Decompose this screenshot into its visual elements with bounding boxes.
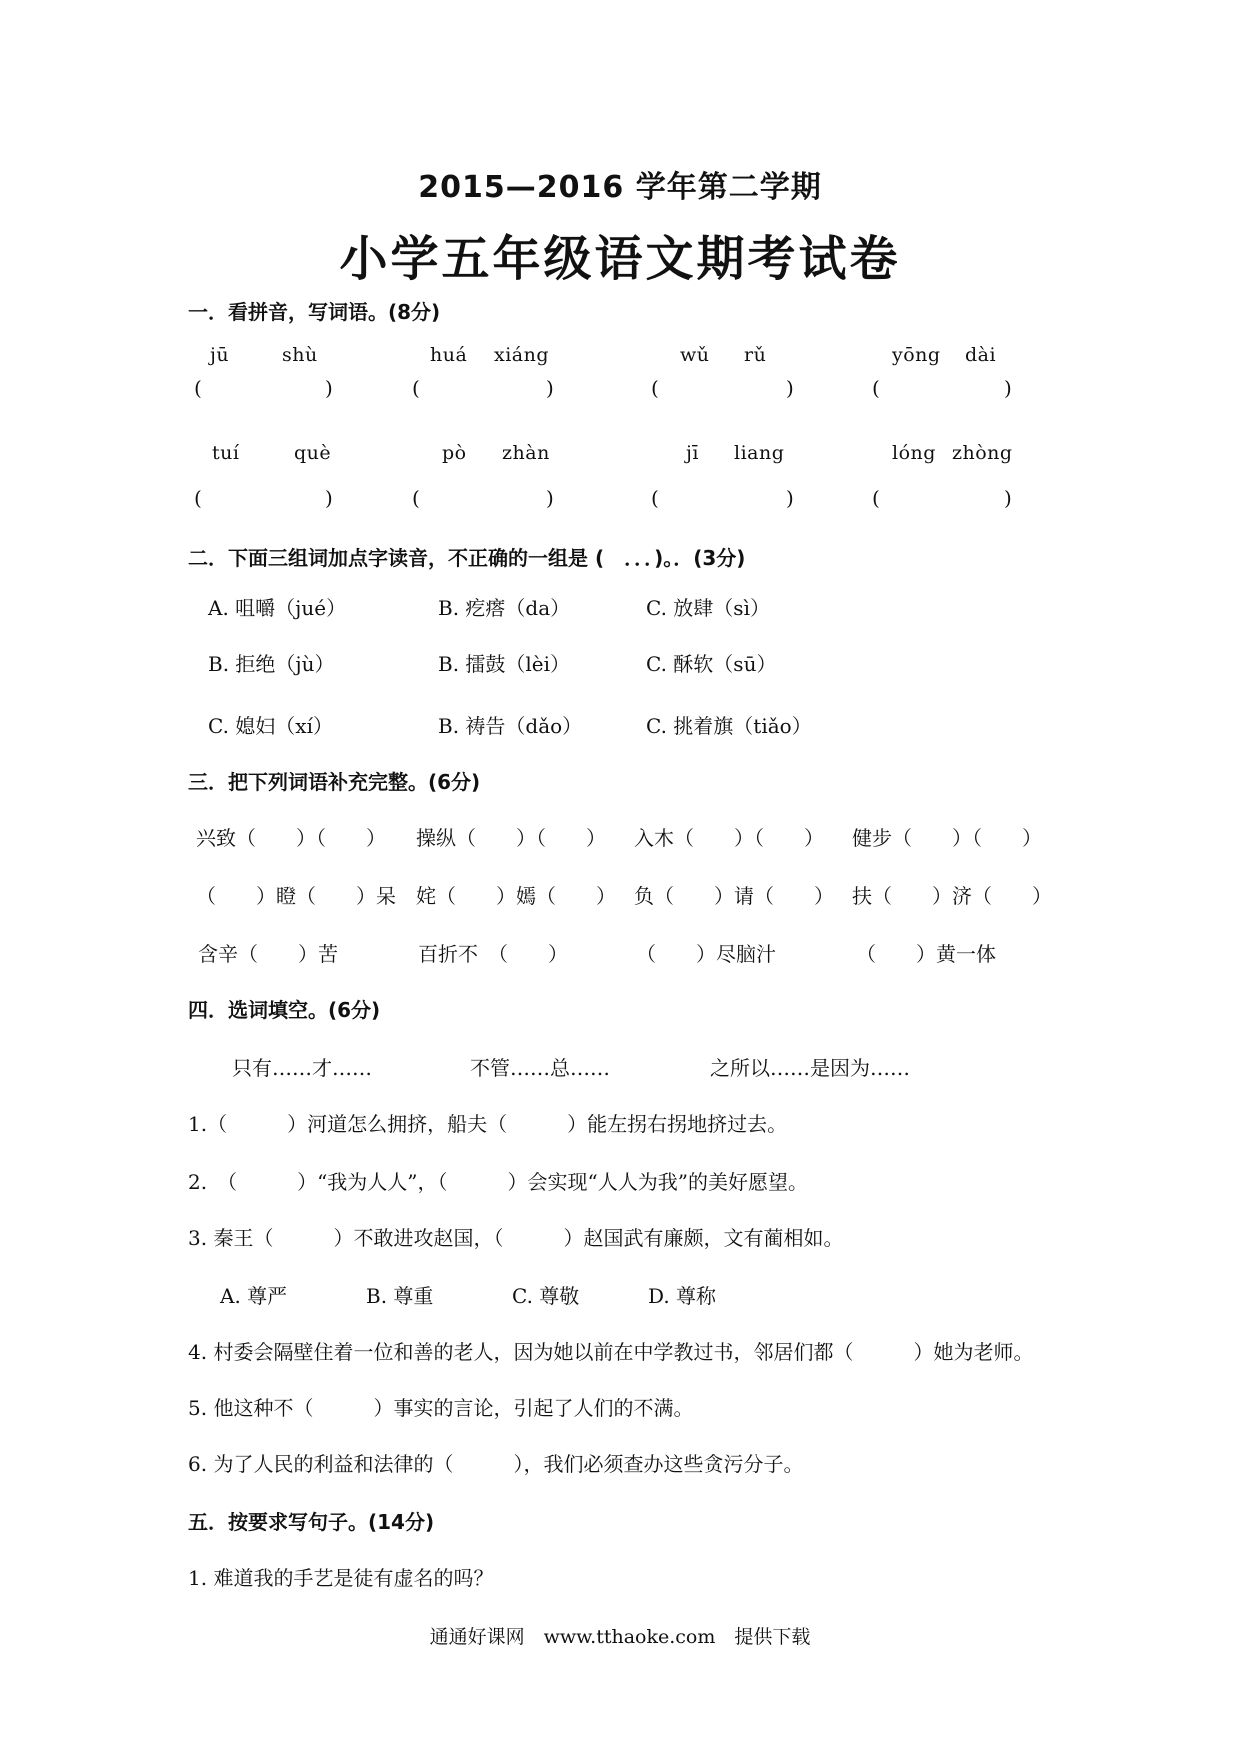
exam-term: 2015—2016 学年第二学期 bbox=[418, 170, 822, 205]
question-1: 1.（ ）河道怎么拥挤，船夫（ ）能左拐右拐地挤过去。 bbox=[188, 1112, 788, 1136]
choice-item: C. 尊敬 bbox=[512, 1284, 580, 1308]
option-item: B. 祷告（dǎo） bbox=[438, 714, 583, 738]
blank-open[interactable]: ( bbox=[194, 376, 202, 400]
idiom-blank[interactable]: 操纵（ ）（ ） bbox=[416, 826, 606, 850]
option-item: B. 拒绝（jù） bbox=[208, 652, 335, 676]
blank-open[interactable]: ( bbox=[872, 376, 880, 400]
blank-open[interactable]: ( bbox=[651, 486, 659, 510]
choice-item: B. 尊重 bbox=[366, 1284, 434, 1308]
pinyin: yōng bbox=[892, 344, 941, 366]
idiom-blank[interactable]: 百折不 （ ） bbox=[418, 942, 568, 966]
word-option: 只有……才…… bbox=[232, 1056, 372, 1080]
option-item: C. 放肆（sì） bbox=[646, 596, 770, 620]
idiom-blank[interactable]: 入木（ ）（ ） bbox=[634, 826, 824, 850]
blank-close: ) bbox=[1004, 486, 1012, 510]
option-item: C. 挑着旗（tiǎo） bbox=[646, 714, 812, 738]
option-item: A. 咀嚼（jué） bbox=[208, 596, 347, 620]
pinyin: shù bbox=[282, 344, 318, 366]
idiom-blank[interactable]: 兴致（ ）（ ） bbox=[196, 826, 386, 850]
pinyin: lóng bbox=[892, 442, 936, 464]
idiom-blank[interactable]: （ ）黄一体 bbox=[856, 942, 996, 966]
pinyin: zhòng bbox=[952, 442, 1013, 464]
option-item: B. 擂鼓（lèi） bbox=[438, 652, 571, 676]
pinyin: zhàn bbox=[502, 442, 550, 464]
option-item: C. 酥软（sū） bbox=[646, 652, 777, 676]
blank-close: ) bbox=[786, 486, 794, 510]
question-2: 2. （ ）“我为人人”，（ ）会实现“人人为我”的美好愿望。 bbox=[188, 1170, 808, 1194]
option-item: B. 疙瘩（da） bbox=[438, 596, 571, 620]
idiom-blank[interactable]: 含辛（ ）苦 bbox=[198, 942, 338, 966]
blank-close: ) bbox=[546, 486, 554, 510]
blank-close: ) bbox=[546, 376, 554, 400]
option-item: C. 媳妇（xí） bbox=[208, 714, 333, 738]
blank-close: ) bbox=[1004, 376, 1012, 400]
pinyin: liang bbox=[734, 442, 785, 464]
idiom-blank[interactable]: 姹（ ）嫣（ ） bbox=[416, 884, 616, 908]
pinyin: pò bbox=[442, 442, 467, 464]
footer-download-note: 通通好课网 www.tthaoke.com 提供下载 bbox=[429, 1626, 811, 1648]
idiom-blank[interactable]: 健步（ ）（ ） bbox=[852, 826, 1042, 850]
pinyin: què bbox=[294, 442, 332, 464]
pinyin: huá bbox=[430, 344, 468, 366]
question-4: 4. 村委会隔壁住着一位和善的老人，因为她以前在中学教过书，邻居们都（ ）她为老师。 bbox=[188, 1340, 1034, 1364]
choice-item: D. 尊称 bbox=[648, 1284, 717, 1308]
question-5: 5. 他这种不（ ）事实的言论，引起了人们的不满。 bbox=[188, 1396, 694, 1420]
blank-open[interactable]: ( bbox=[412, 486, 420, 510]
section-3-heading: 三．把下列词语补充完整。(6分) bbox=[188, 770, 481, 794]
idiom-blank[interactable]: （ ）瞪（ ）呆 bbox=[196, 884, 396, 908]
pinyin: dài bbox=[965, 344, 997, 366]
blank-open[interactable]: ( bbox=[194, 486, 202, 510]
blank-close: ) bbox=[325, 376, 333, 400]
section-5-heading: 五．按要求写句子。(14分) bbox=[188, 1510, 435, 1534]
blank-open[interactable]: ( bbox=[412, 376, 420, 400]
blank-close: ) bbox=[786, 376, 794, 400]
blank-open[interactable]: ( bbox=[651, 376, 659, 400]
question-1: 1. 难道我的手艺是徒有虚名的吗？ bbox=[188, 1566, 494, 1590]
pinyin: xiáng bbox=[494, 344, 550, 366]
section-1-heading: 一．看拼音，写词语。(8分) bbox=[188, 300, 441, 324]
pinyin: jī bbox=[686, 442, 699, 464]
word-option: 之所以……是因为…… bbox=[710, 1056, 910, 1080]
choice-item: A. 尊严 bbox=[220, 1284, 288, 1308]
section-2-heading: 二．下面三组词加点字读音，不正确的一组是 ( ．．．)。．(3分) bbox=[188, 546, 746, 570]
blank-close: ) bbox=[325, 486, 333, 510]
idiom-blank[interactable]: 负（ ）请（ ） bbox=[634, 884, 834, 908]
pinyin: rǔ bbox=[744, 344, 767, 366]
pinyin: wǔ bbox=[680, 344, 710, 366]
idiom-blank[interactable]: 扶（ ）济（ ） bbox=[852, 884, 1052, 908]
section-4-heading: 四．选词填空。(6分) bbox=[188, 998, 381, 1022]
word-option: 不管……总…… bbox=[470, 1056, 610, 1080]
question-3: 3. 秦王（ ）不敢进攻赵国，（ ）赵国武有廉颇，文有蔺相如。 bbox=[188, 1226, 844, 1250]
idiom-blank[interactable]: （ ）尽脑汁 bbox=[636, 942, 776, 966]
pinyin: tuí bbox=[212, 442, 240, 464]
blank-open[interactable]: ( bbox=[872, 486, 880, 510]
pinyin: jū bbox=[210, 344, 230, 366]
exam-title: 小学五年级语文期考试卷 bbox=[339, 231, 901, 287]
question-6: 6. 为了人民的利益和法律的（ ），我们必须查办这些贪污分子。 bbox=[188, 1452, 804, 1476]
